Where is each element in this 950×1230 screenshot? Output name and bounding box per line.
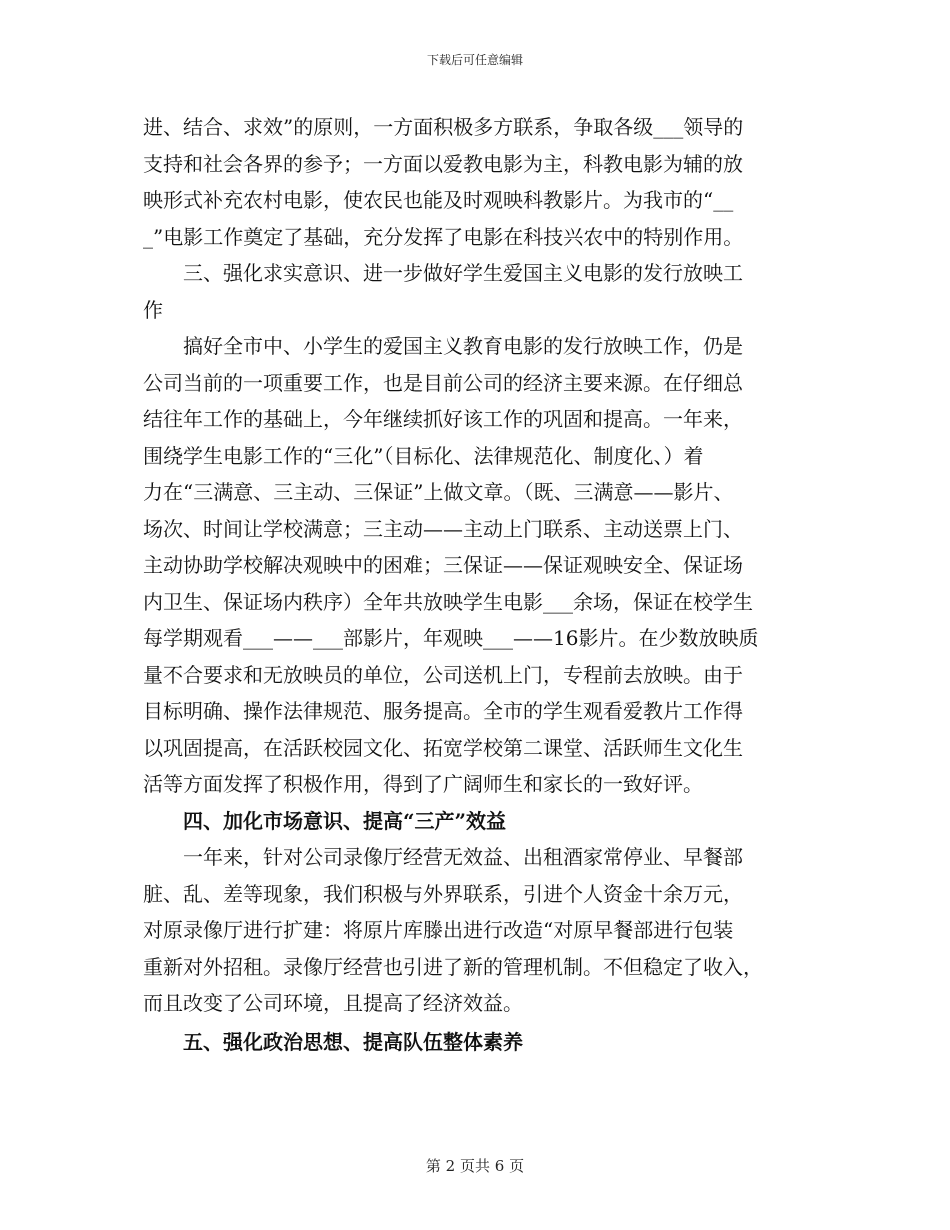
body-line: 活等方面发挥了积极作用，得到了广阔师生和家长的一致好评。	[143, 772, 703, 796]
body-line: 主动协助学校解决观映中的困难；三保证——保证观映安全、保证场	[143, 553, 743, 577]
body-line: 公司当前的一项重要工作，也是目前公司的经济主要来源。在仔细总	[143, 370, 743, 395]
body-line: 量不合要求和无放映员的单位，公司送机上门，专程前去放映。由于	[143, 662, 743, 687]
body-line: 进、结合、求效”的原则，一方面积极多方联系，争取各级___领导的	[143, 115, 744, 139]
body-line: 以巩固提高，在活跃校园文化、拓宽学校第二课堂、活跃师生文化生	[143, 735, 743, 760]
body-line: 映形式补充农村电影，使农民也能及时观映科教影片。为我市的“__	[143, 188, 734, 212]
body-line: 力在“三满意、三主动、三保证”上做文章。（既、三满意——影片、	[143, 480, 734, 504]
body-line: 目标明确、操作法律规范、服务提高。全市的学生观看爱教片工作得	[143, 699, 743, 723]
page-footer: 第 2 页共 6 页	[425, 1157, 525, 1175]
body-line: 场次、时间让学校满意；三主动——主动上门联系、主动送票上门、	[143, 516, 743, 541]
body-line: 而且改变了公司环境，且提高了经济效益。	[143, 991, 523, 1015]
body-line: _”电影工作奠定了基础，充分发挥了电影在科技兴农中的特别作用。	[143, 224, 744, 249]
body-line: 对原录像厅进行扩建：将原片库滕出进行改造“对原早餐部进行包装	[143, 918, 734, 942]
section-heading-5: 五、强化政治思想、提高队伍整体素养	[183, 1029, 523, 1054]
section-heading-4: 四、加化市场意识、提高“三产”效益	[183, 808, 507, 833]
body-line: 支持和社会各界的参予；一方面以爱教电影为主，科教电影为辅的放	[143, 151, 743, 176]
body-line: 脏、乱、差等现象，我们积极与外界联系，引进个人资金十余万元，	[143, 881, 743, 906]
body-line: 重新对外招租。录像厅经营也引进了新的管理机制。不但稳定了收入，	[143, 954, 763, 979]
body-line: 结往年工作的基础上，今年继续抓好该工作的巩固和提高。一年来，	[143, 407, 743, 431]
body-line: 搞好全市中、小学生的爱国主义教育电影的发行放映工作，仍是	[183, 334, 743, 358]
page-header: 下载后可任意编辑	[426, 53, 523, 67]
section-heading-3-continued: 作	[143, 297, 163, 322]
section-heading-3: 三、强化求实意识、进一步做好学生爱国主义电影的发行放映工	[183, 261, 743, 285]
body-line: 围绕学生电影工作的“三化”（目标化、法律规范化、制度化、）着	[143, 443, 704, 468]
body-line: 内卫生、保证场内秩序）全年共放映学生电影___余场，保证在校学生	[143, 589, 753, 614]
body-line: 一年来，针对公司录像厅经营无效益、出租酒家常停业、早餐部	[183, 845, 743, 869]
document-body	[143, 109, 807, 1060]
body-line: 每学期观看___——___部影片，年观映___——16影片。在少数放映质	[143, 626, 759, 650]
